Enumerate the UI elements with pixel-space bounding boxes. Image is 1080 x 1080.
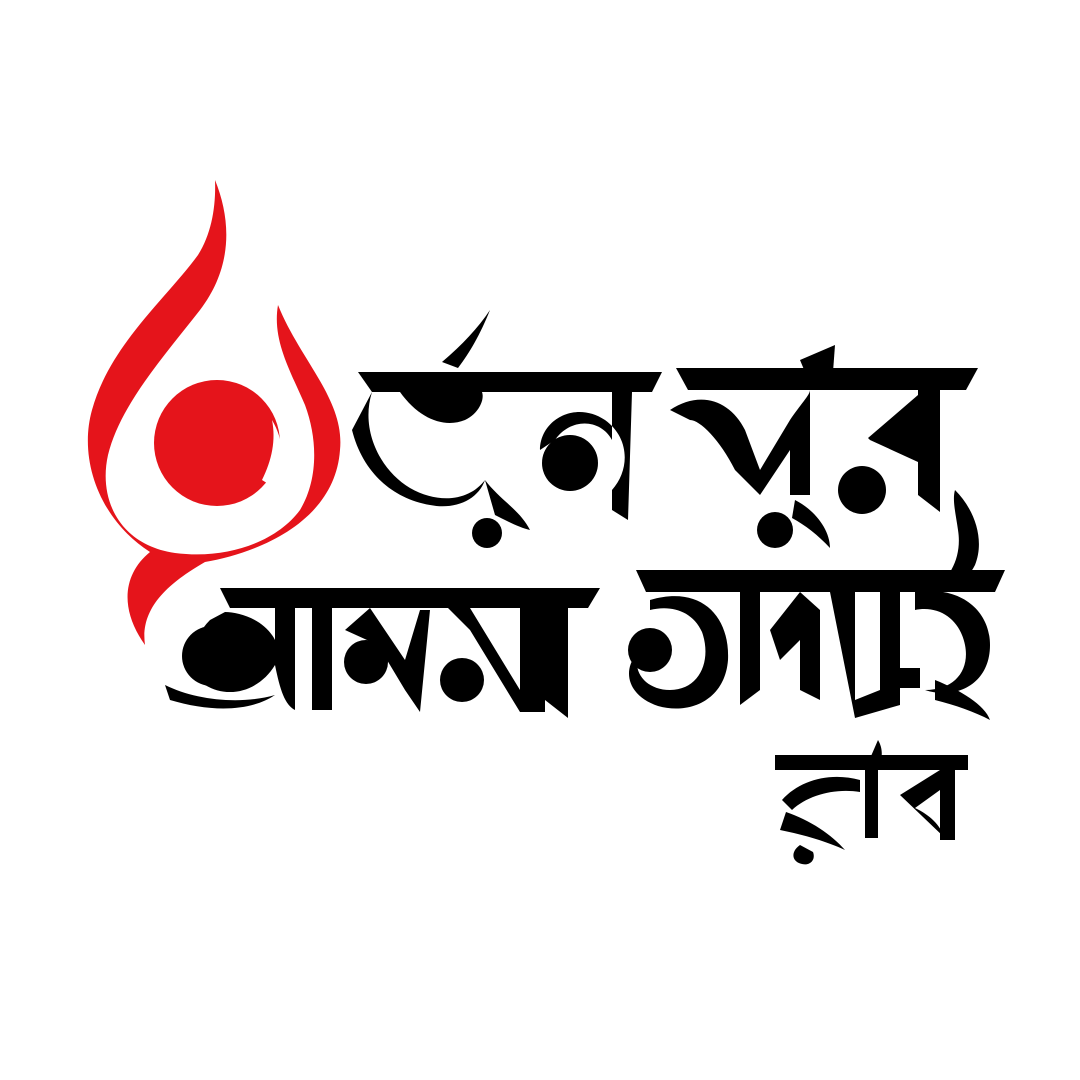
line2-dot-1 — [182, 626, 242, 686]
line1-reph — [442, 310, 490, 368]
line1-glyph-3 — [670, 390, 810, 495]
logo-line1-calligraphy — [352, 310, 978, 548]
line1-glyph-3b — [800, 345, 835, 372]
line2-dot-4 — [628, 628, 672, 672]
line3-glyph-1b — [780, 812, 845, 850]
line2-headline — [220, 588, 600, 608]
line1-dot-1 — [472, 518, 502, 548]
line1-glyph-1b — [400, 392, 483, 423]
line2-glyph-6 — [830, 592, 900, 718]
line2-glyph-7d — [900, 668, 920, 688]
line1-headline — [358, 372, 662, 392]
line2-glyph-3b — [545, 608, 568, 718]
line3-glyph-2 — [865, 740, 882, 838]
line2-dot-3 — [440, 658, 484, 702]
line2-glyph-2 — [312, 608, 332, 710]
line2-glyph-7 — [915, 591, 990, 693]
line1-dot-2 — [542, 435, 598, 491]
logo-line3-calligraphy — [775, 740, 968, 864]
line1-dot-3 — [757, 512, 793, 548]
line1-glyph-4 — [868, 395, 918, 462]
line2-glyph-5b — [770, 592, 820, 700]
line1-dot-4 — [838, 466, 886, 514]
line2-dot-2 — [344, 640, 388, 684]
flame-emblem-icon — [88, 180, 341, 645]
line1-glyph-4b — [918, 390, 940, 512]
flame-inner-circle — [154, 380, 280, 506]
line3-glyph-1c — [793, 845, 813, 864]
line3-glyph-1 — [782, 777, 860, 810]
line1-glyph-3c — [792, 500, 830, 548]
line2-glyph-5 — [740, 592, 760, 705]
line3-glyph-3 — [900, 770, 955, 840]
